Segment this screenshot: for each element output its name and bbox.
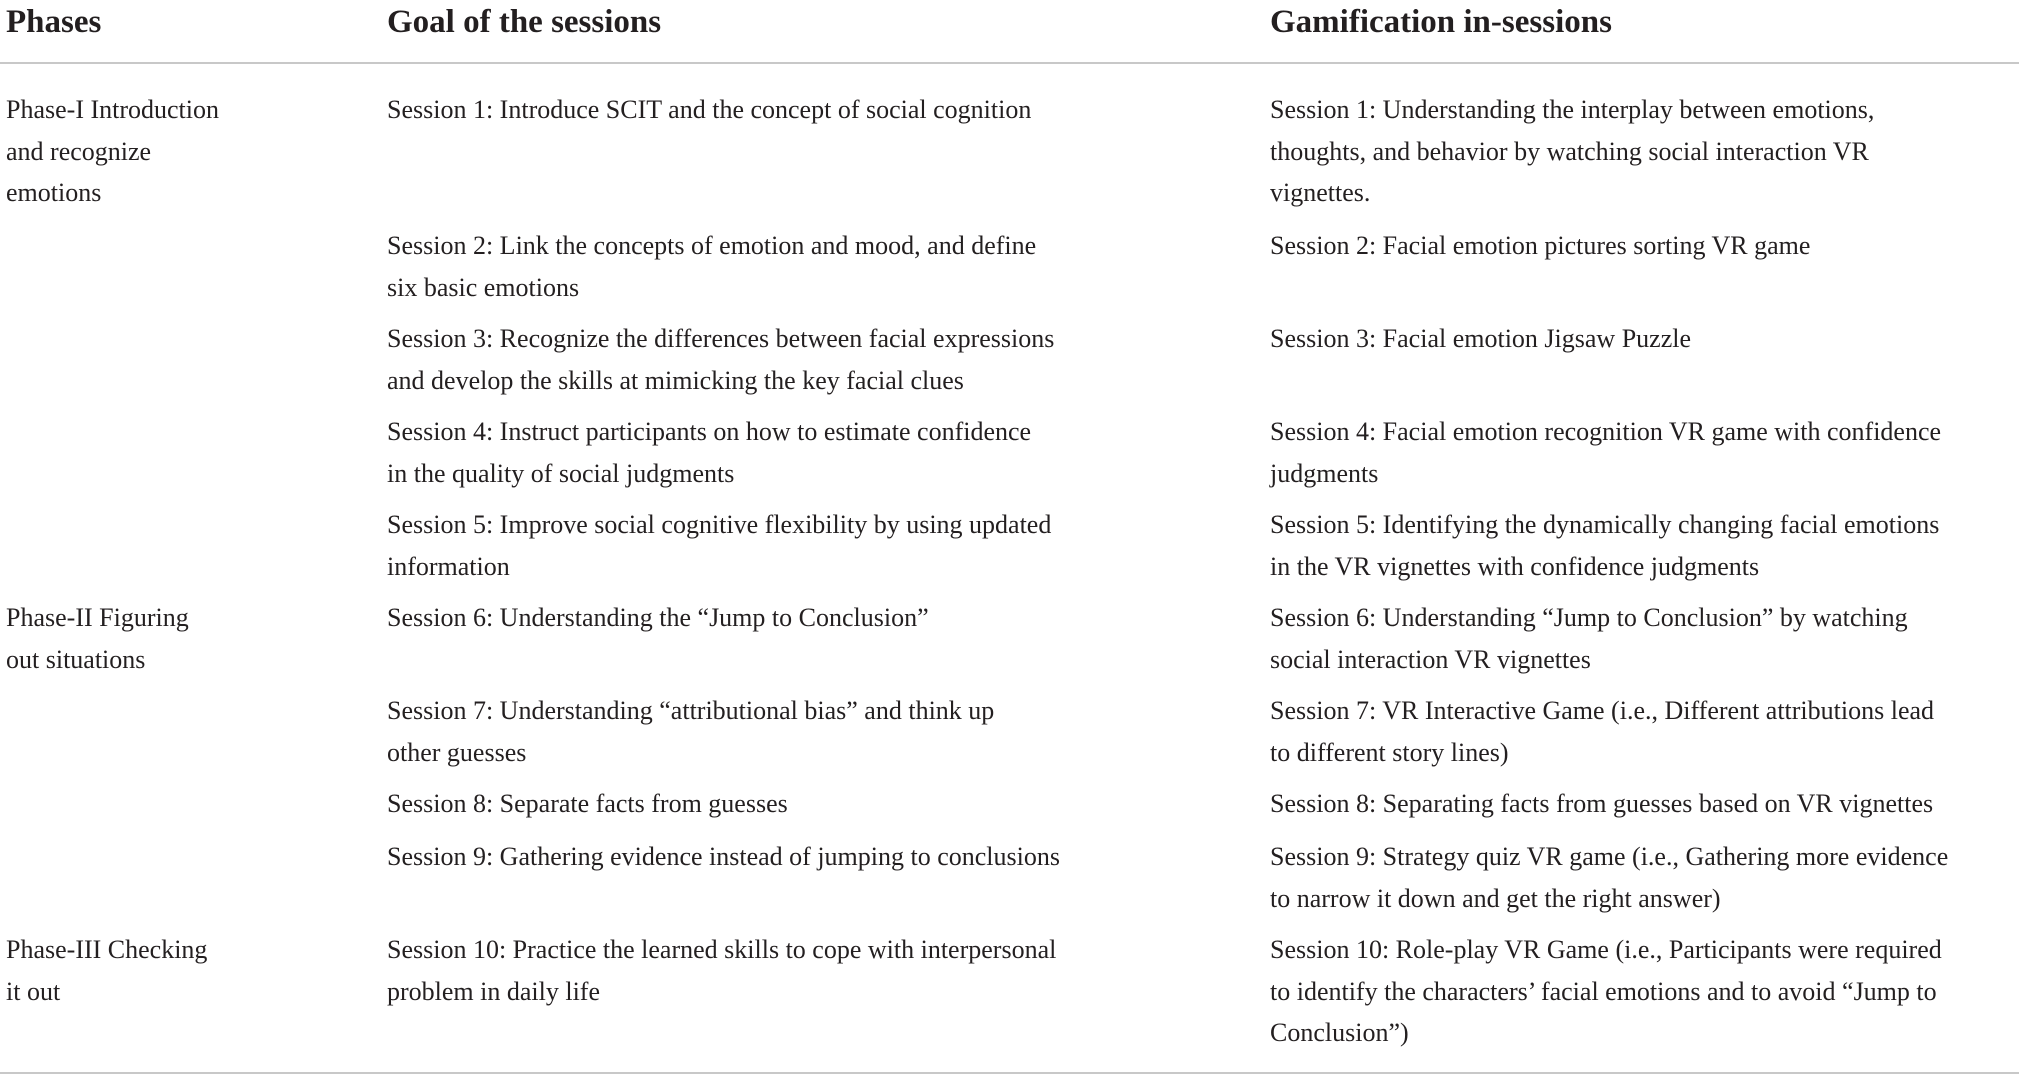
goal-cell [387, 836, 1060, 878]
header-goal: Goal of the sessions [387, 4, 662, 40]
goal-cell-line: Session 6: Understanding the “Jump to Conclusion” [387, 603, 929, 632]
goal-cell-line: and develop the skills at mimicking the key facial clues [387, 365, 964, 395]
table-header-row [0, 0, 2019, 60]
gamification-cell-line: Session 5: Identifying the dynamically changing facial emotions [1270, 510, 1940, 539]
gamification-cell-line: Conclusion”) [1270, 1018, 1409, 1047]
gamification-cell-line: in the VR vignettes with confidence judgments [1270, 551, 1760, 581]
phase-cell-line: it out [6, 976, 61, 1006]
phase-cell [6, 929, 207, 1012]
goal-cell [387, 225, 1036, 308]
goal-cell [387, 89, 1031, 131]
phase-cell [6, 89, 219, 214]
gamification-cell-line: to different story lines) [1270, 737, 1509, 767]
gamification-cell-line: Session 3: Facial emotion Jigsaw Puzzle [1270, 324, 1692, 353]
goal-cell-line: problem in daily life [387, 976, 601, 1006]
goal-cell-line: Session 3: Recognize the differences between facial expressions [387, 324, 1055, 353]
gamification-cell [1270, 690, 1934, 773]
gamification-cell-line: Session 7: VR Interactive Game (i.e., Different attributions lead [1270, 696, 1935, 725]
gamification-cell-line: thoughts, and behavior by watching social interaction VR [1270, 136, 1869, 166]
header-gamification: Gamification in-sessions [1270, 4, 1612, 40]
header-phases: Phases [6, 4, 102, 40]
gamification-cell [1270, 504, 1939, 587]
gamification-cell [1270, 836, 1948, 919]
goal-cell [387, 411, 1031, 494]
bottom-rule [0, 1072, 2019, 1074]
gamification-cell-line: Session 8: Separating facts from guesses based on VR vignettes [1270, 789, 1934, 818]
phase-cell-line: out situations [6, 644, 146, 674]
gamification-cell-line: to narrow it down and get the right answer) [1270, 883, 1721, 913]
gamification-cell-line: Session 2: Facial emotion pictures sorting VR game [1270, 231, 1811, 260]
gamification-cell-line: judgments [1270, 458, 1379, 488]
gamification-cell-line: to identify the characters’ facial emotions and to avoid “Jump to [1270, 976, 1937, 1006]
goal-cell [387, 504, 1051, 587]
gamification-cell-line: Session 1: Understanding the interplay between emotions, [1270, 95, 1875, 124]
gamification-cell-line: vignettes. [1270, 178, 1371, 207]
goal-cell-line: Session 1: Introduce SCIT and the concept of social cognition [387, 95, 1032, 124]
gamification-cell-line: Session 10: Role-play VR Game (i.e., Participants were required [1270, 935, 1942, 964]
goal-cell-line: Session 2: Link the concepts of emotion and mood, and define [387, 231, 1037, 260]
phase-cell-line: Phase-III Checking [6, 935, 208, 964]
goal-cell [387, 929, 1056, 1012]
goal-cell [387, 597, 929, 639]
phase-cell [6, 597, 189, 680]
goal-cell [387, 783, 788, 825]
gamification-cell-line: Session 6: Understanding “Jump to Conclusion” by watching [1270, 603, 1908, 632]
gamification-cell [1270, 929, 1942, 1054]
gamification-cell-line: Session 9: Strategy quiz VR game (i.e., Gathering more evidence [1270, 842, 1949, 871]
gamification-cell-line: social interaction VR vignettes [1270, 644, 1591, 674]
goal-cell-line: Session 5: Improve social cognitive flexibility by using updated [387, 510, 1052, 539]
goal-cell-line: information [387, 551, 510, 581]
phase-cell-line: emotions [6, 178, 102, 207]
gamification-cell [1270, 411, 1941, 494]
goal-cell-line: Session 4: Instruct participants on how to estimate confidence [387, 417, 1032, 446]
gamification-cell [1270, 89, 1874, 214]
goal-cell [387, 690, 994, 773]
gamification-cell [1270, 783, 1933, 825]
goal-cell-line: Session 9: Gathering evidence instead of jumping to conclusions [387, 842, 1060, 871]
phase-cell-line: Phase-II Figuring [6, 603, 189, 632]
goal-cell-line: Session 10: Practice the learned skills to cope with interpersonal [387, 935, 1057, 964]
gamification-cell-line: Session 4: Facial emotion recognition VR game with confidence [1270, 417, 1942, 446]
goal-cell-line: in the quality of social judgments [387, 458, 735, 488]
goal-cell [387, 318, 1054, 401]
goal-cell-line: Session 7: Understanding “attributional bias” and think up [387, 696, 995, 725]
gamification-cell [1270, 597, 1908, 680]
phase-cell-line: Phase-I Introduction [6, 95, 220, 124]
gamification-cell [1270, 225, 1810, 267]
gamification-cell [1270, 318, 1691, 360]
phase-cell-line: and recognize [6, 136, 152, 166]
goal-cell-line: other guesses [387, 737, 527, 767]
goal-cell-line: Session 8: Separate facts from guesses [387, 789, 788, 818]
goal-cell-line: six basic emotions [387, 272, 580, 302]
header-rule [0, 62, 2019, 64]
